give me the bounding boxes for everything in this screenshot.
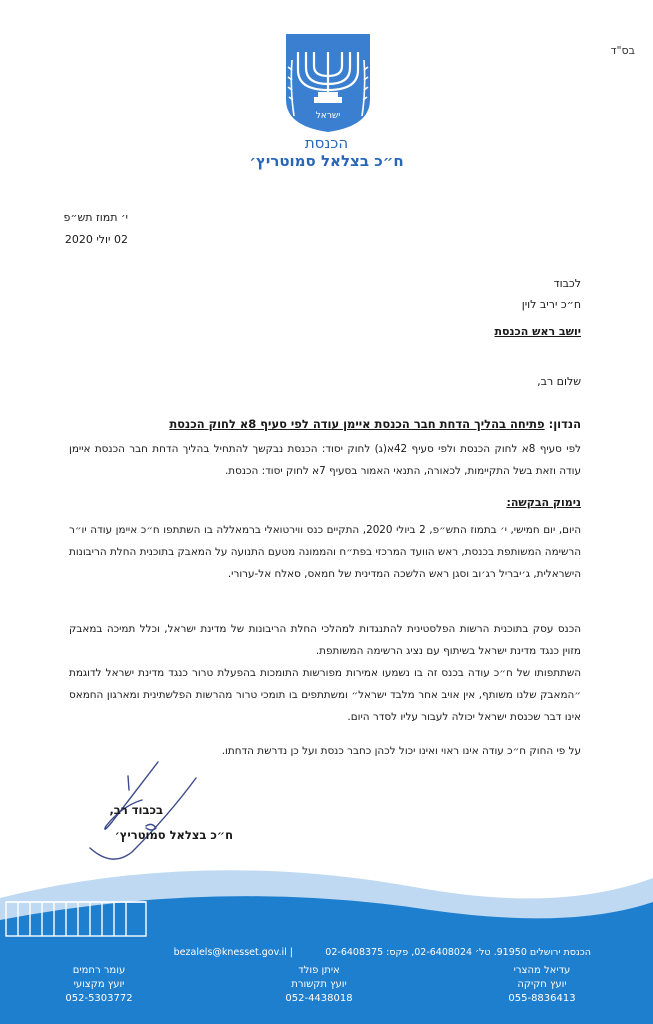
addressee-role: יושב ראש הכנסת <box>494 325 581 338</box>
subject-text: פתיחה בהליך הדחת חבר הכנסת איימן עודה לפי סעיף 8א לחוק הכנסת <box>169 417 545 431</box>
subject-line <box>169 417 581 431</box>
addressee-honor: לכבוד <box>553 277 581 290</box>
staff-member <box>487 964 597 1006</box>
staff-phone: 052-5303772 <box>65 993 133 1004</box>
body-paragraph-5: על פי החוק ח״כ עודה אינו ראוי ואינו יכול לכהן כחבר כנסת ועל כן נדרשת הדחתו. <box>221 745 581 757</box>
body-paragraph-2: היום, יום חמישי, י׳ בתמוז התש״פ, 2 ביולי 2020, התקיים כנס ווירטואלי ברמאללה בו השתתפו ח״כ איימן עודה יו״ר הרשימה המשותפת בכנסת, ראש הוועד המרכזי בפת״ח והממונה מטעם התנועה על המאבק בתוכנית החלת הריבונות הישראלית, ג׳יבריל רג׳וב וסגן ראש הלשכה המדינית של חמאס, סאלח אל-ערורי. <box>69 524 581 580</box>
staff-name: עומר רחמים <box>72 965 126 976</box>
staff-role: יועץ חקיקה <box>517 979 567 990</box>
institution-name: הכנסת <box>304 134 349 152</box>
staff-phone: 055-8836413 <box>508 993 576 1004</box>
reasons-heading: נימוק הבקשה: <box>506 496 581 509</box>
body-paragraph-4: השתתפותו של ח״כ עודה בכנס זה בו נשמעו אמירות מפורשות התומכות בהפעלת טרור כנגד מדינת ישראל לדוגמת ״המאבק שלנו משותף, אין אויב אחר מלבד ישראל״ ומשתתפים בו תומכי טרור מהרשות הפלשתינית ומארגון החמאס אינו דבר שכנסת ישראל יכולה לעבור עליו לסדר היום. <box>69 667 581 723</box>
emblem-caption: ישראל <box>315 111 341 121</box>
signer-name: ח״כ בצלאל סמוטריץ׳ <box>114 828 233 842</box>
staff-member <box>264 964 374 1006</box>
addressee-name: ח״כ יריב לוין <box>521 298 581 311</box>
body-paragraph-3: הכנס עסק בתוכנית הרשות הפלסטינית להתנגדות למהלכי החלת הריבונות של מדינת ישראל, וכלל תמיכה במאבק מזוין כנגד מדינת ישראל בשיתוף עם נציג הרשימה המשותפת. <box>69 623 581 657</box>
subject-prefix: הנדון: <box>548 417 581 431</box>
footer-address: הכנסת ירושלים 91950. טל׳ 02-6408024, פקס: 02-6408375 <box>325 947 591 958</box>
staff-name: איתן פולד <box>298 965 340 976</box>
staff-member <box>44 964 154 1006</box>
bsd-mark: בס"ד <box>610 44 635 57</box>
staff-role: יועץ תקשורת <box>291 979 347 990</box>
gregorian-date: 02 יולי 2020 <box>64 233 128 246</box>
menorah-emblem <box>280 30 376 134</box>
footer-email[interactable]: bezalels@knesset.gov.il | <box>173 947 293 958</box>
closing-salutation: בכבוד רב, <box>109 803 163 817</box>
knesset-building-icon <box>0 880 160 940</box>
sender-title: ח״כ בצלאל סמוטריץ׳ <box>249 152 404 170</box>
staff-phone: 052-4438018 <box>285 993 353 1004</box>
hebrew-date: י׳ תמוז תש״פ <box>63 211 128 224</box>
body-paragraph-1: לפי סעיף 8א לחוק הכנסת ולפי סעיף 42א(ג) לחוק יסוד: הכנסת נבקשך להתחיל בהליך הדחת חבר הכנסת איימן עודה וזאת בשל התקיימות, לכאורה, התנאי האמור בסעיף 7א לחוק יסוד: הכנסת. <box>69 443 581 477</box>
greeting: שלום רב, <box>537 375 581 388</box>
staff-role: יועץ מקצועי <box>73 979 125 990</box>
staff-name: עדיאל מהצרי <box>513 965 571 976</box>
